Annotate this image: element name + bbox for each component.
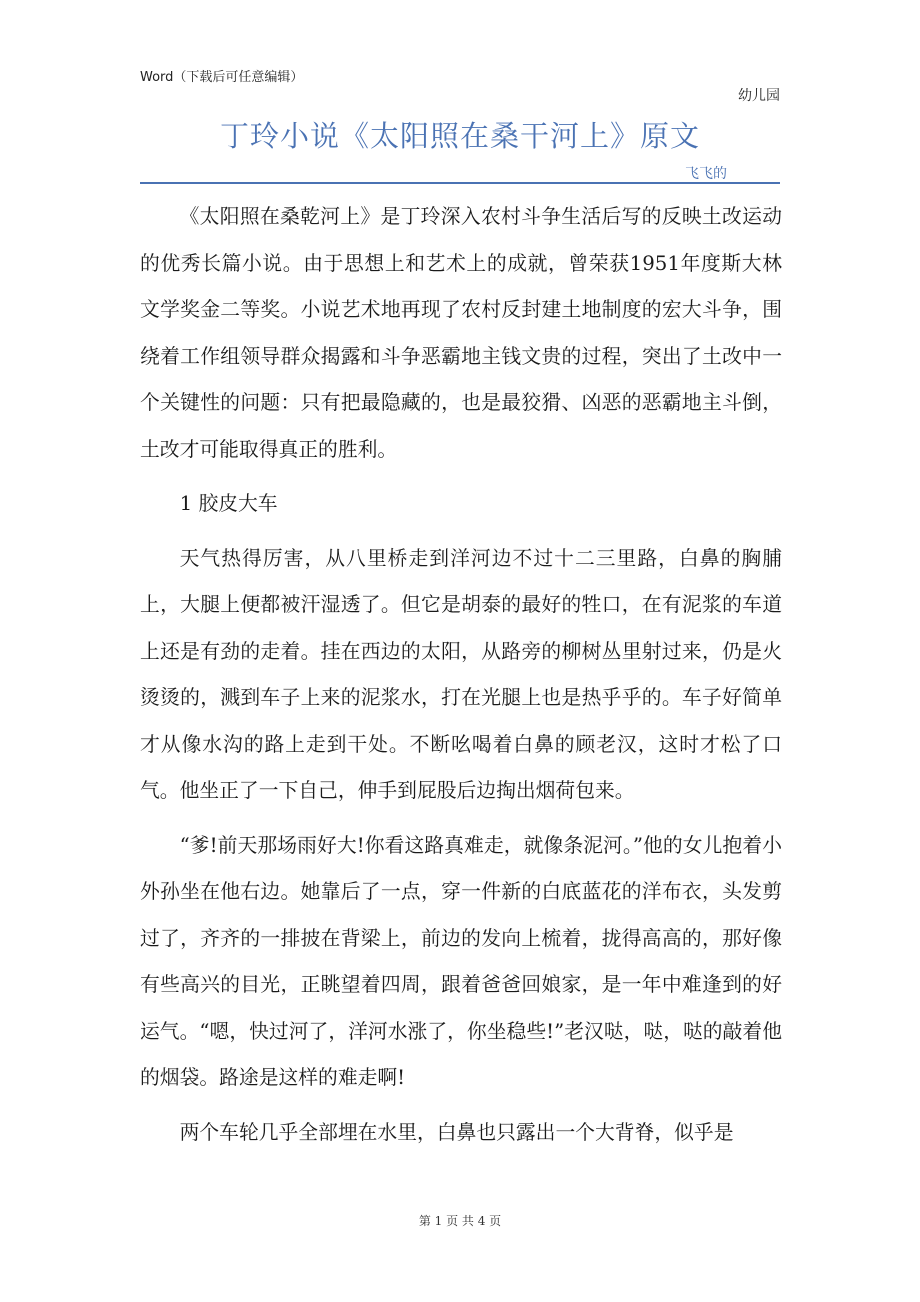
paragraph: 天气热得厉害，从八里桥走到洋河边不过十二三里路，白鼻的胸脯上，大腿上便都被汗湿透了。但它是胡泰的最好的牲口，在有泥浆的车道上还是有劲的走着。挂在西边的太阳，从路旁的柳树丛里射过来，仍是火烫烫的，溅到车子上来的泥浆水，打在光腿上也是热乎乎的。车子好简单才从像水沟的路上走到干处。不断吆喝着白鼻的顾老汉，这时才松了口气。他坐正了一下自己，伸手到屁股后边掏出烟荷包来。 (140, 546, 782, 802)
paragraph-intro: 《太阳照在桑乾河上》是丁玲深入农村斗争生活后写的反映土改运动的优秀长篇小说。由于思想上和艺术上的成就，曾荣获1951年度斯大林文学奖金二等奖。小说艺术地再现了农村反封建土地制度的宏大斗争，围绕着工作组领导群众揭露和斗争恶霸地主钱文贵的过程，突出了土改中一个关键性的问题：只有把最隐藏的，也是最狡猾、凶恶的恶霸地主斗倒，土改才可能取得真正的胜利。 (140, 205, 782, 461)
page-number: 第 1 页 共 4 页 (418, 1214, 502, 1228)
document-author: 飞飞的 (685, 166, 727, 182)
title-divider (140, 182, 780, 184)
paragraph: “爹!前天那场雨好大!你看这路真难走，就像条泥河。”他的女儿抱着小外孙坐在他右边。她靠后了一点，穿一件新的白底蓝花的洋布衣，头发剪过了，齐齐的一排披在背梁上，前边的发向上梳着，拢得高高的，那好像有些高兴的目光，正眺望着四周，跟着爸爸回娘家，是一年中难逢到的好运气。“嗯，快过河了，洋河水涨了，你坐稳些!”老汉哒，哒，哒的敲着他的烟袋。路途是这样的难走啊! (140, 833, 782, 1089)
header-right-text: 幼儿园 (738, 88, 780, 104)
document-body (140, 194, 782, 1156)
chapter-heading: 1 胶皮大车 (179, 492, 278, 515)
header-left-text: Word（下载后可任意编辑） (140, 70, 304, 85)
paragraph: 两个车轮几乎全部埋在水里，白鼻也只露出一个大背脊，似乎是 (179, 1120, 734, 1144)
document-title: 丁玲小说《太阳照在桑干河上》原文 (219, 119, 700, 153)
